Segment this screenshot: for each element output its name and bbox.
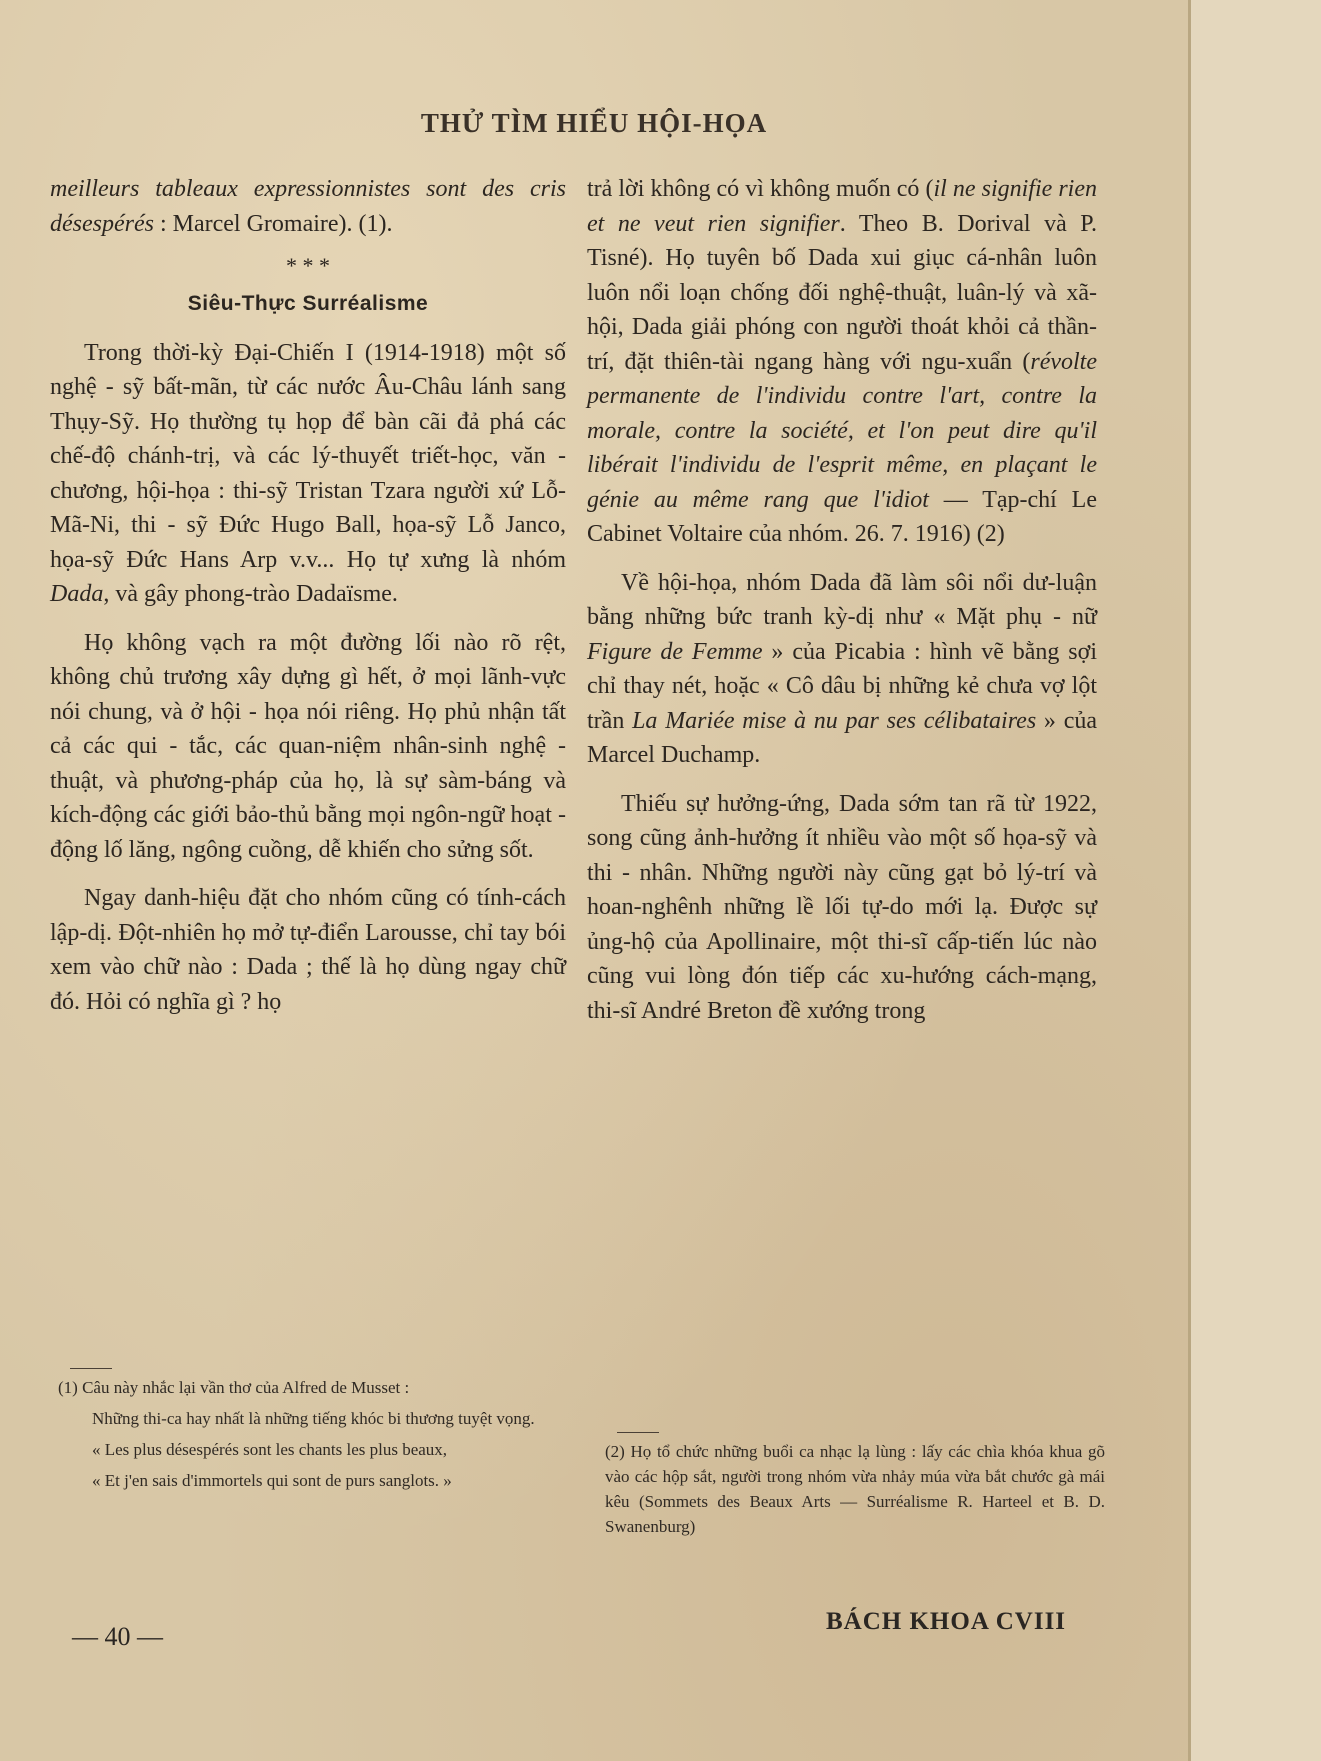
paragraph-1-text: Trong thời-kỳ Đại-Chiến I (1914-1918) một số nghệ - sỹ bất-mãn, từ các nước Âu-Châu lánh sang Thụy-Sỹ. Họ thường tụ họp để bàn cãi đả phá các chế-độ chánh-trị, và các lý-thuyết triết-học, văn - chương, hội-họa : thi-sỹ Tristan Tzara người xứ Lỗ-Mã-Ni, thi - sỹ Đức Hugo Ball, họa-sỹ Lỗ Janco, họa-sỹ Đức Hans Arp v.v... Họ tự xưng là nhóm [50, 339, 566, 573]
paragraph-4 [587, 172, 1097, 552]
paragraph-2: Họ không vạch ra một đường lối nào rõ rệt, không chủ trương xây dựng gì hết, ở mọi lãnh-vực nói chung, và ở hội - họa nói riêng. Họ phủ nhận tất cả các qui - tắc, các quan-niệm nhân-sinh nghệ - thuật, và phương-pháp của họ, là sự sàm-báng và kích-động các giới bảo-thủ bằng mọi ngôn-ngữ hoạt - động lố lăng, ngông cuồng, dễ khiến cho sửng sốt. [50, 629, 566, 863]
p4-italic-1: il ne signifie rien et ne veut rien signifier [587, 176, 1097, 237]
scan-margin [1188, 0, 1321, 1761]
p5-end: » của Marcel Duchamp. [587, 707, 1098, 768]
paragraph-1-end: , và gây phong-trào Dadaïsme. [103, 581, 398, 607]
footnotes-right [605, 1432, 1105, 1545]
p4-end: — Tạp-chí Le Cabinet Voltaire của nhóm. 26. 7. 1916) (2) [587, 486, 1097, 547]
footnote-rule [617, 1432, 659, 1433]
paragraph-1 [50, 336, 566, 612]
running-head: THỬ TÌM HIỂU HỘI-HỌA [420, 108, 768, 138]
footnote-rule [70, 1368, 112, 1369]
page-edge [1188, 0, 1191, 1761]
right-column [587, 172, 1097, 1042]
left-column [50, 172, 566, 1033]
p5-italic-1: Figure de Femme [587, 638, 763, 665]
intro-paragraph [50, 172, 566, 241]
paragraph-6: Thiếu sự hưởng-ứng, Dada sớm tan rã từ 1922, song cũng ảnh-hưởng ít nhiều vào một số họa-sỹ và thi - nhân. Những người này cũng gạt bỏ lý-trí và hoan-nghênh những lề lối tự-do mới lạ. Được sự ủng-hộ của Apollinaire, một thi-sĩ cấp-tiến lúc nào cũng vui lòng đón tiếp các xu-hướng cách-mạng, thi-sĩ André Breton đề xướng trong [587, 790, 1097, 1024]
p5-start: Về hội-họa, nhóm Dada đã làm sôi nổi dư-luận bằng những bức tranh kỳ-dị như « Mặt phụ - nữ [587, 569, 1097, 630]
paragraph-5 [587, 566, 1097, 773]
p5-mid: » của Picabia : hình vẽ bằng sợi chỉ thay nét, hoặc « Cô dâu bị những kẻ chưa vợ lột trần [587, 638, 1097, 734]
intro-rest: : Marcel Gromaire). (1). [153, 210, 393, 237]
footnote-1-translation: Những thi-ca hay nhất là những tiếng khóc bi thương tuyệt vọng. [92, 1409, 535, 1428]
dada-italic: Dada [50, 581, 104, 607]
footnote-1-quote-line-1: « Les plus désespérés sont les chants les plus beaux, [92, 1440, 448, 1459]
section-title: Siêu-Thực Surréalisme [187, 292, 429, 315]
journal-footer: BÁCH KHOA CVIII [826, 1608, 1067, 1635]
p4-italic-2: révolte permanente de l'individu contre l'art, contre la morale, contre la société, et l'on peut dire qu'il libérait l'individu de l'esprit même, en plaçant le génie au même rang que l'idiot [587, 348, 1097, 513]
p4-mid: . Theo B. Dorival và P. Tisné). Họ tuyên bố Dada xui giục cá-nhân luôn luôn nổi loạn chống đối nghệ-thuật, luân-lý và xã-hội, Dada giải phóng con người thoát khỏi cả thần-trí, đặt thiên-tài ngang hàng với ngu-xuẩn ( [587, 210, 1097, 375]
footnotes-left [58, 1368, 570, 1499]
p5-italic-2: La Mariée mise à nu par ses célibataires [632, 707, 1037, 734]
footnote-1: (1) Câu này nhắc lại vần thơ của Alfred de Musset : [58, 1378, 410, 1397]
page-number: — 40 — [72, 1622, 163, 1651]
footnote-1-quote-line-2: « Et j'en sais d'immortels qui sont de purs sanglots. » [92, 1471, 452, 1490]
p4-start: trả lời không có vì không muốn có ( [587, 176, 934, 202]
paragraph-3: Ngay danh-hiệu đặt cho nhóm cũng có tính-cách lập-dị. Đột-nhiên họ mở tự-điển Larousse, chỉ tay bói xem vào chữ nào : Dada ; thế là họ dùng ngay chữ đó. Hỏi có nghĩa gì ? họ [50, 885, 566, 1015]
footnote-2: (2) Họ tổ chức những buổi ca nhạc lạ lùng : lấy các chìa khóa khua gõ vào các hộp sắt, người trong nhóm vừa nhảy múa vừa bắt chước gà mái kêu (Sommets des Beaux Arts — Surréalisme R. Harteel et B. D. Swanenburg) [605, 1442, 1105, 1536]
section-stars: * * * [286, 253, 330, 278]
intro-italic: meilleurs tableaux expressionnistes sont des cris désespérés [50, 176, 566, 237]
